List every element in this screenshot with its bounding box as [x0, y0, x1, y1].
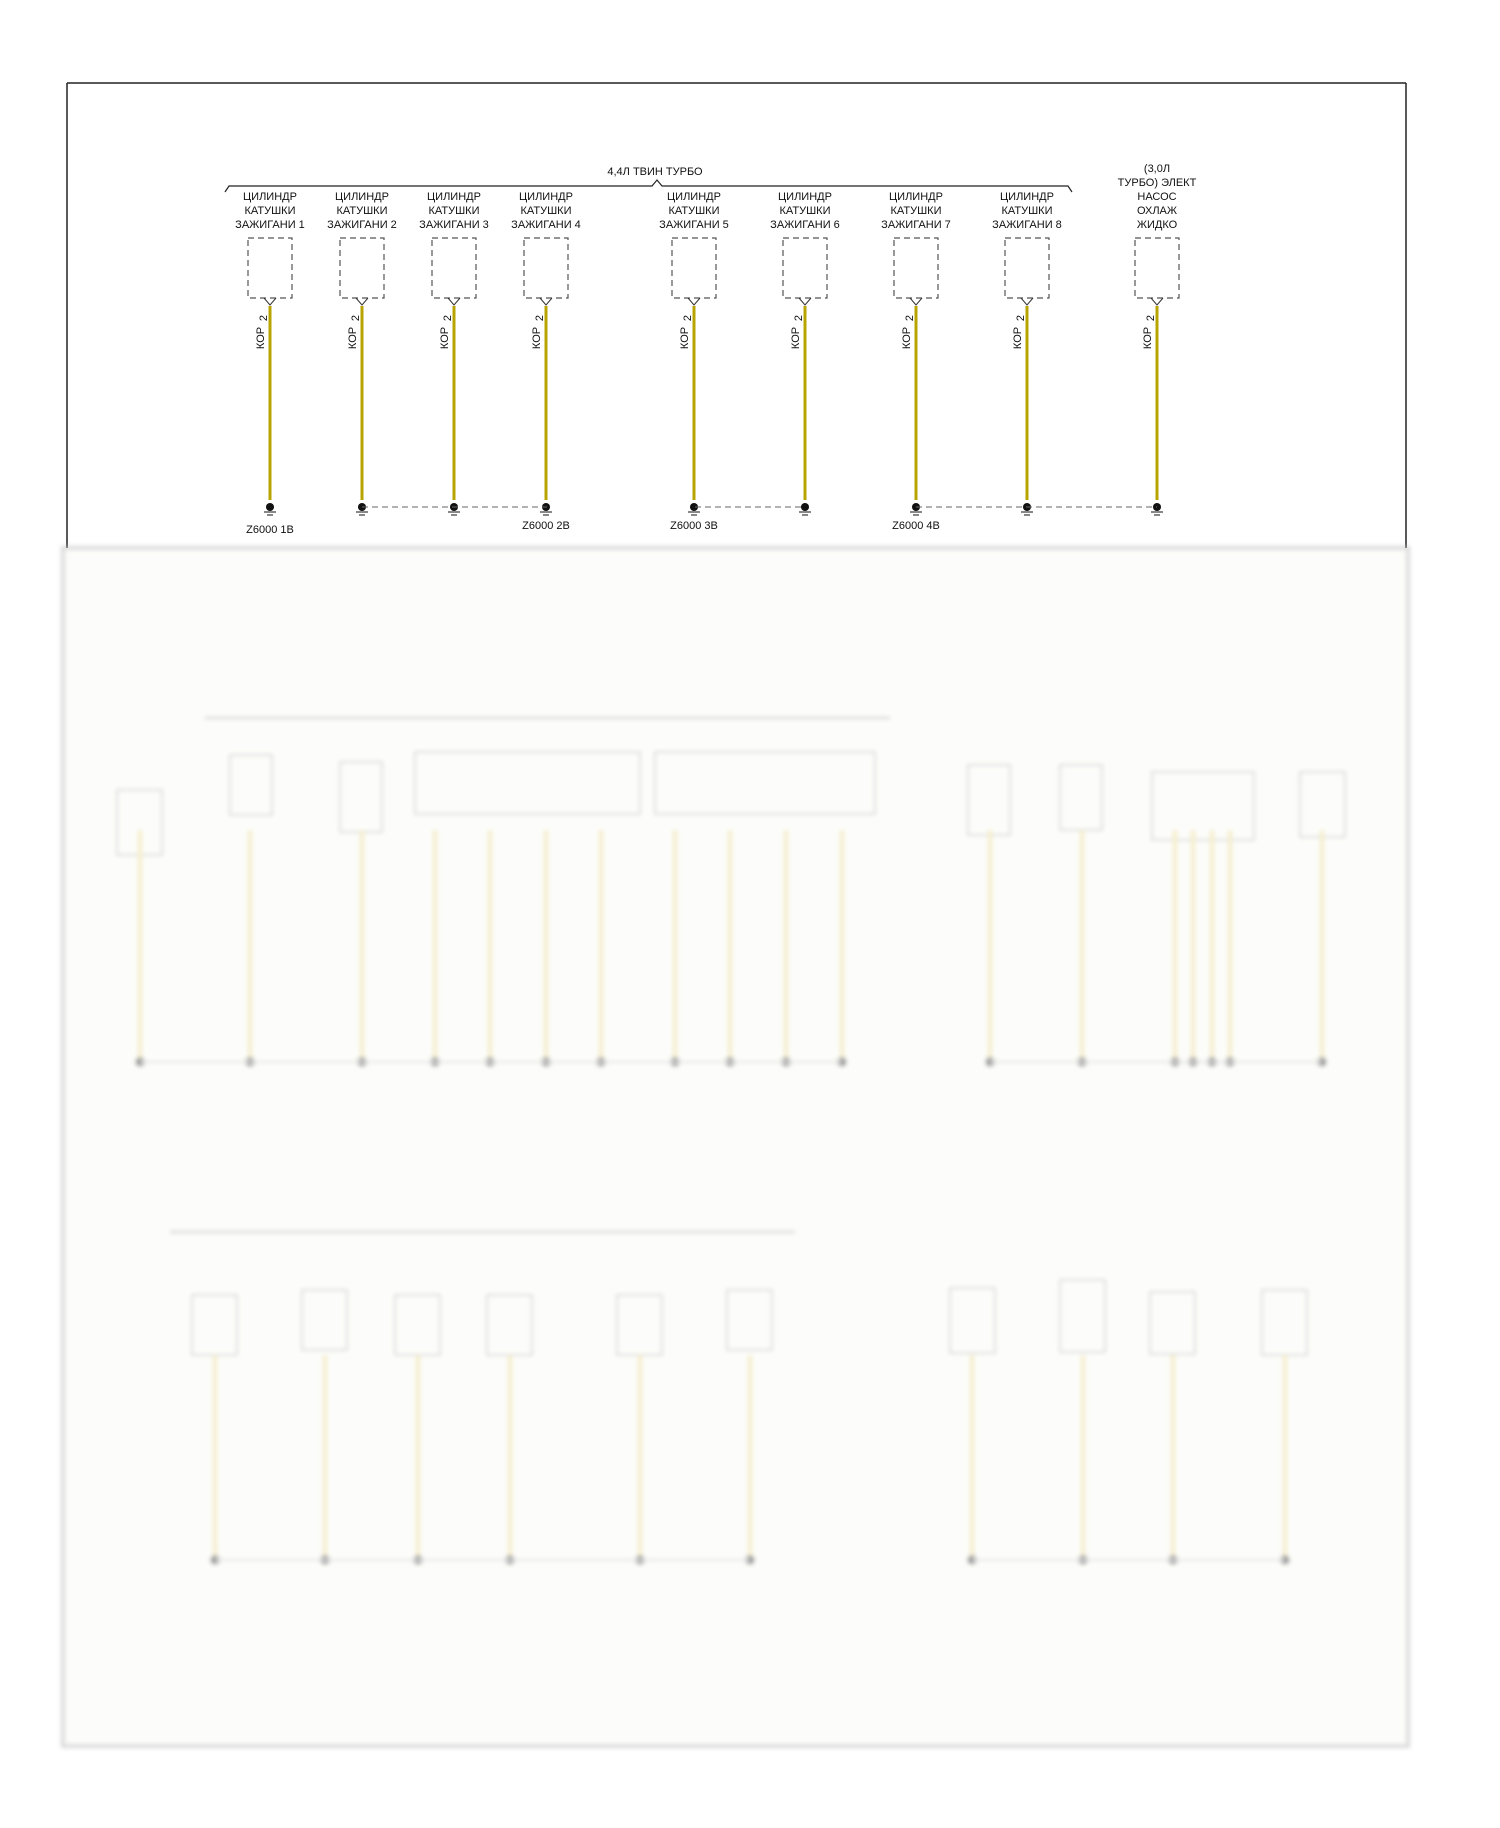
- coil-6-connector: [799, 298, 811, 305]
- ground-label-1: Z6000 1B: [246, 524, 294, 536]
- group-title: 4,4Л ТВИН ТУРБО: [607, 166, 703, 178]
- coil-8-component: [992, 191, 1062, 515]
- pump-wire-code: КОР: [1141, 326, 1154, 350]
- coil-1-ground-icon: [266, 503, 274, 511]
- coil-4-component: [511, 191, 581, 515]
- coil-7-label-line: КАТУШКИ: [890, 205, 942, 217]
- coil-7-wire-code: КОР: [900, 326, 913, 350]
- pump-label-line: (3,0Л: [1143, 163, 1171, 175]
- coil-6-pin: 2: [792, 314, 805, 322]
- coil-5-label-line: КАТУШКИ: [668, 205, 720, 217]
- ground-label-3: Z6000 3B: [670, 520, 718, 532]
- coil-6-component: [770, 191, 840, 515]
- coil-3-label-line: ЦИЛИНДР: [427, 191, 481, 203]
- pump-box: [1135, 238, 1179, 298]
- coil-7-label-line: ЗАЖИГАНИ 7: [881, 219, 951, 231]
- coil-1-label-line: КАТУШКИ: [244, 205, 296, 217]
- coil-1-connector: [264, 298, 276, 305]
- pump-label-line: НАСОС: [1137, 191, 1177, 203]
- coil-3-component: [419, 191, 489, 515]
- coil-4-label-line: ЦИЛИНДР: [519, 191, 573, 203]
- coil-4-connector: [540, 298, 552, 305]
- pump-label-line: ТУРБО) ЭЛЕКТ: [1117, 177, 1197, 189]
- coil-5-pin: 2: [681, 314, 694, 322]
- coil-8-connector: [1021, 298, 1033, 305]
- coil-1-box: [248, 238, 292, 298]
- pump-connector: [1151, 298, 1163, 305]
- coil-2-label-line: КАТУШКИ: [336, 205, 388, 217]
- coil-5-box: [672, 238, 716, 298]
- coil-8-label-line: ЦИЛИНДР: [1000, 191, 1054, 203]
- coil-3-wire-code: КОР: [438, 326, 451, 350]
- coil-3-pin: 2: [441, 314, 454, 322]
- coil-2-box: [340, 238, 384, 298]
- coil-7-component: [881, 191, 951, 515]
- components: [235, 163, 1196, 515]
- coil-4-wire-code: КОР: [530, 326, 543, 350]
- coil-8-wire-code: КОР: [1011, 326, 1024, 350]
- pump-label-line: ЖИДКО: [1136, 219, 1178, 231]
- coil-8-label-line: КАТУШКИ: [1001, 205, 1053, 217]
- coil-8-box: [1005, 238, 1049, 298]
- coil-1-component: [235, 191, 305, 515]
- obscured-preview: [63, 548, 1408, 1746]
- coil-2-connector: [356, 298, 368, 305]
- coil-3-label-line: ЗАЖИГАНИ 3: [419, 219, 489, 231]
- coil-5-label-line: ЗАЖИГАНИ 5: [659, 219, 729, 231]
- coil-6-box: [783, 238, 827, 298]
- ground-labels: [246, 520, 940, 536]
- coil-3-box: [432, 238, 476, 298]
- coil-4-label-line: ЗАЖИГАНИ 4: [511, 219, 581, 231]
- coil-7-pin: 2: [903, 314, 916, 322]
- coil-3-connector: [448, 298, 460, 305]
- coil-2-component: [327, 191, 397, 515]
- coil-1-wire-code: КОР: [254, 326, 267, 350]
- pump-label-line: ОХЛАЖ: [1136, 205, 1178, 217]
- coil-4-box: [524, 238, 568, 298]
- coil-1-pin: 2: [257, 314, 270, 322]
- coil-2-label-line: ЗАЖИГАНИ 2: [327, 219, 397, 231]
- coil-5-connector: [688, 298, 700, 305]
- coil-7-box: [894, 238, 938, 298]
- coil-5-label-line: ЦИЛИНДР: [667, 191, 721, 203]
- coil-2-wire-code: КОР: [346, 326, 359, 350]
- coil-7-label-line: ЦИЛИНДР: [889, 191, 943, 203]
- coil-7-connector: [910, 298, 922, 305]
- coil-6-label-line: ЦИЛИНДР: [778, 191, 832, 203]
- coil-6-label-line: ЗАЖИГАНИ 6: [770, 219, 840, 231]
- coil-1-label-line: ЗАЖИГАНИ 1: [235, 219, 305, 231]
- pump-component: [1118, 163, 1197, 515]
- coil-1-label-line: ЦИЛИНДР: [243, 191, 297, 203]
- group-bracket: [225, 166, 1072, 192]
- coil-6-label-line: КАТУШКИ: [779, 205, 831, 217]
- ground-label-2: Z6000 2B: [522, 520, 570, 532]
- pump-pin: 2: [1144, 314, 1157, 322]
- coil-4-label-line: КАТУШКИ: [520, 205, 572, 217]
- coil-5-wire-code: КОР: [678, 326, 691, 350]
- coil-2-pin: 2: [349, 314, 362, 322]
- coil-8-label-line: ЗАЖИГАНИ 8: [992, 219, 1062, 231]
- ground-label-4: Z6000 4B: [892, 520, 940, 532]
- coil-3-label-line: КАТУШКИ: [428, 205, 480, 217]
- coil-6-wire-code: КОР: [789, 326, 802, 350]
- coil-2-label-line: ЦИЛИНДР: [335, 191, 389, 203]
- coil-5-component: [659, 191, 729, 515]
- coil-8-pin: 2: [1014, 314, 1027, 322]
- coil-4-pin: 2: [533, 314, 546, 322]
